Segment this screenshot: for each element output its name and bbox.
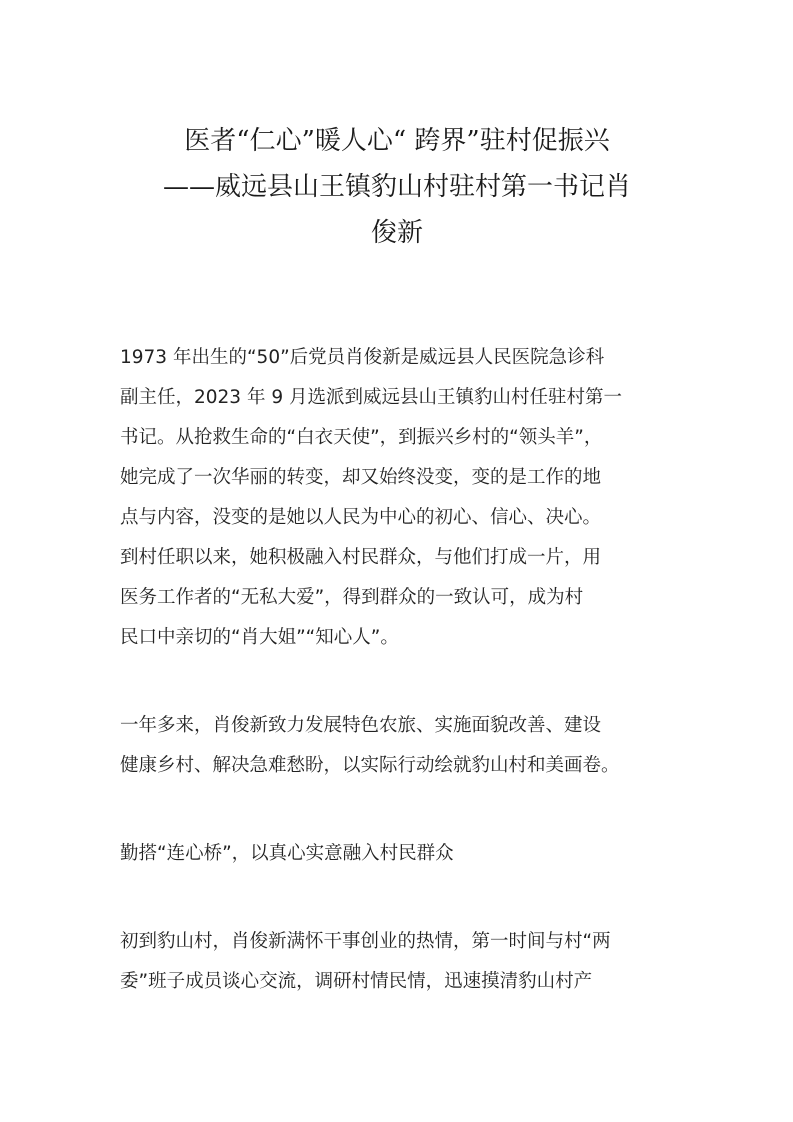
paragraph-line: 副主任，2023 年 9 月选派到威远县山王镇豹山村任驻村第一 xyxy=(120,387,622,408)
paragraph-line: 1973 年出生的“50”后党员肖俊新是威远县人民医院急诊科 xyxy=(120,347,605,368)
section-heading xyxy=(120,834,675,874)
paragraph-line: 初到豹山村，肖俊新满怀干事创业的热情，第一时间与村“两 xyxy=(120,931,611,952)
document-title xyxy=(112,118,682,256)
paragraph-line: 一年多来，肖俊新致力发展特色农旅、实施面貌改善、建设 xyxy=(120,715,602,736)
title-line-3: 俊新 xyxy=(370,218,423,248)
paragraph-line: 点与内容，没变的是她以人民为中心的初心、信心、决心。 xyxy=(120,507,602,528)
paragraph-line: 健康乡村、解决急难愁盼，以实际行动绘就豹山村和美画卷。 xyxy=(120,755,620,776)
paragraph-intro xyxy=(120,338,675,658)
paragraph-line: 到村任职以来，她积极融入村民群众，与他们打成一片，用 xyxy=(120,547,602,568)
title-line-1: 医者“仁心”暖人心“ 跨界”驻村促振兴 xyxy=(184,126,610,156)
paragraph-line: 书记。从抢救生命的“白衣天使”，到振兴乡村的“领头羊”， xyxy=(120,427,603,448)
paragraph-line: 医务工作者的“无私大爱”，得到群众的一致认可，成为村 xyxy=(120,587,584,608)
paragraph-section-body xyxy=(120,922,675,1002)
paragraph-summary xyxy=(120,706,675,786)
paragraph-line: 民口中亲切的“肖大姐”“知心人”。 xyxy=(120,627,399,648)
paragraph-line: 她完成了一次华丽的转变，却又始终没变，变的是工作的地 xyxy=(120,467,602,488)
title-line-2: ——威远县山王镇豹山村驻村第一书记肖 xyxy=(162,172,631,202)
section-heading-text: 勤搭“连心桥”，以真心实意融入村民群众 xyxy=(120,843,454,864)
paragraph-line: 委”班子成员谈心交流，调研村情民情，迅速摸清豹山村产 xyxy=(120,971,593,992)
document-body xyxy=(120,338,675,1002)
